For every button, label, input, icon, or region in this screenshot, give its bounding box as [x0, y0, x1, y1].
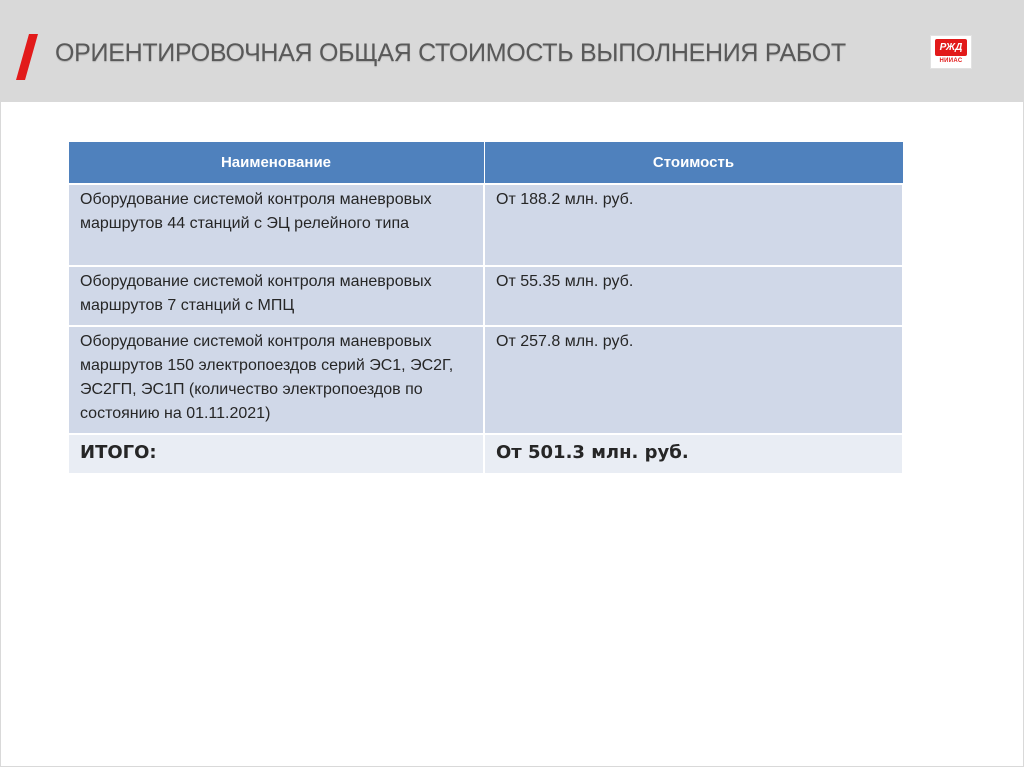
table-header-row — [68, 142, 903, 185]
total-row — [68, 434, 903, 474]
row-name-cell: Оборудование системой контроля маневровых маршрутов 44 станций с ЭЦ релейного типа — [68, 184, 484, 266]
rzd-niias-logo — [930, 35, 972, 69]
total-cost: От 501.3 млн. руб. — [484, 434, 903, 474]
niias-logo-caption: НИИАС — [939, 58, 963, 64]
row-name-cell: Оборудование системой контроля маневровых маршрутов 150 электропоездов серий ЭС1, ЭС2Г, ЭС2ГП, ЭС1П (количество электропоездов по состоянию на 01.11.2021) — [68, 326, 484, 434]
red-slash-accent-icon — [16, 34, 38, 80]
table-row — [68, 266, 903, 326]
column-header-name: Наименование — [68, 142, 484, 185]
slide-title: ОРИЕНТИРОВОЧНАЯ ОБЩАЯ СТОИМОСТЬ ВЫПОЛНЕНИЯ РАБОТ — [55, 39, 846, 67]
row-cost-cell: От 188.2 млн. руб. — [484, 184, 903, 266]
rzd-logo-mark: РЖД — [935, 39, 967, 56]
cost-table — [67, 141, 904, 475]
row-cost-cell: От 257.8 млн. руб. — [484, 326, 903, 434]
row-cost-cell: От 55.35 млн. руб. — [484, 266, 903, 326]
table-row — [68, 184, 903, 266]
total-label: ИТОГО: — [68, 434, 484, 474]
slide-header — [1, 1, 1023, 102]
row-name-cell: Оборудование системой контроля маневровых маршрутов 7 станций с МПЦ — [68, 266, 484, 326]
table-row — [68, 326, 903, 434]
column-header-cost: Стоимость — [484, 142, 903, 185]
